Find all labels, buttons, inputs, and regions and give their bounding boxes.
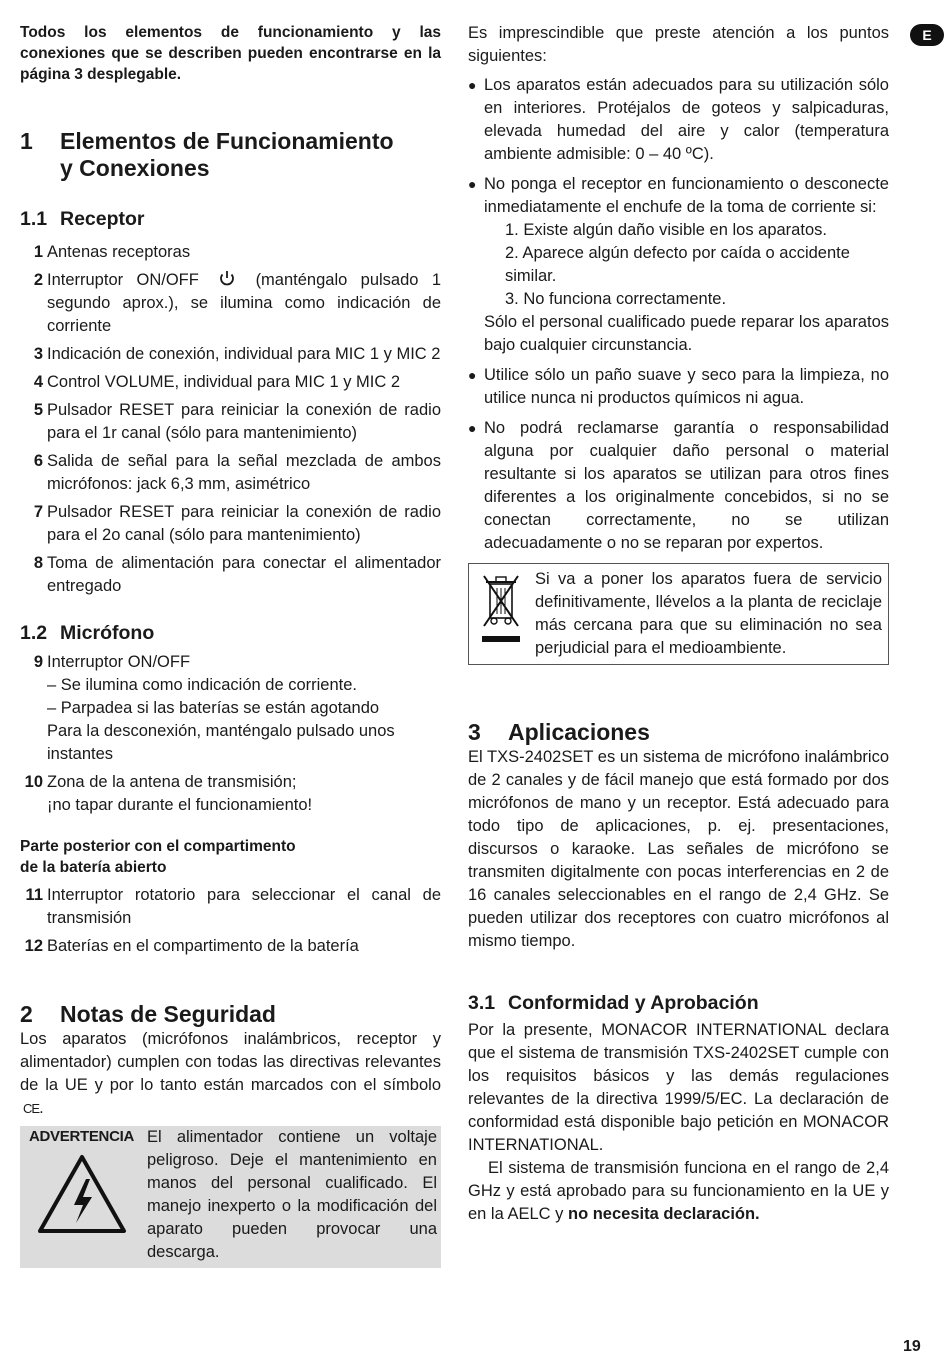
section-3-text: El TXS-2402SET es un sistema de micrófono inalámbrico de 2 canales y de fácil manejo que está formado por dos micrófonos de mano y un receptor. Está adecuado para todo tipo de aplicaciones, p. ej. presentaciones, discursos o karaoke. Las señales de micrófono se transmiten digitalmente con pocas interferencias en 2 de 16 canales seleccionables en el rango de 2,4 GHz. Se pueden utilizar dos receptores con cuatro micrófonos al mismo tiempo.	[468, 748, 889, 950]
list-item: ● Utilice sólo un paño suave y seco para la limpieza, no utilice nunca ni productos químicos ni agua.	[468, 364, 889, 410]
list-item: 9 Interruptor ON/OFF – Se ilumina como indicación de corriente. – Parpadea si las baterías se están agotando Para la desconexión, manténgalo pulsado unos instantes	[33, 653, 395, 763]
list-item: 3. No funciona correctamente.	[505, 290, 727, 308]
left-column	[20, 22, 441, 1268]
list-item: 8 Toma de alimentación para conectar el alimentador entregado	[33, 554, 441, 595]
bullet-icon: ●	[468, 367, 477, 383]
receptor-list	[20, 241, 441, 598]
list-item: 4 Control VOLUME, individual para MIC 1 y MIC 2	[33, 373, 401, 391]
bullet-icon: ●	[468, 420, 477, 436]
back-panel-list	[20, 884, 441, 958]
high-voltage-warning-icon	[36, 1153, 128, 1235]
list-item: 12 Baterías en el compartimento de la batería	[24, 937, 359, 955]
warning-text: El alimentador contiene un voltaje peligroso. Deje el mantenimiento en manos del personal cualificado. El manejo inexperto o la modificación del aparato pueden provocar una descarga.	[147, 1128, 437, 1261]
list-item: ● Los aparatos están adecuados para su utilización sólo en interiores. Protéjalos de goteos y salpicaduras, elevada humedad del aire y calor (temperatura ambiente admisible: 0 – 40 ºC).	[468, 74, 889, 166]
section-3-heading: 3 Aplicaciones	[468, 719, 650, 745]
conformity-paragraph: Por la presente, MONACOR INTERNATIONAL declara que el sistema de transmisión TXS-2402SET cumple con los requisitos básicos y las demás regulaciones relevantes de la directiva 1999/5/EC. La declaración de conformidad está disponible bajo petición en MONACOR INTERNATIONAL.	[468, 1021, 889, 1154]
warning-label: ADVERTENCIA	[28, 1128, 135, 1145]
list-item: 1 Antenas receptoras	[33, 243, 191, 261]
recycling-notice	[468, 563, 889, 665]
list-item: 3 Indicación de conexión, individual para MIC 1 y MIC 2	[33, 345, 441, 363]
language-badge: E	[910, 24, 944, 46]
back-panel-heading: Parte posterior con el compartimento de la batería abierto	[20, 838, 296, 876]
section-3-1-heading: 3.1 Conformidad y Aprobación	[468, 992, 759, 1014]
list-item: 10 Zona de la antena de transmisión; ¡no tapar durante el funcionamiento!	[24, 773, 313, 814]
list-item: 2. Aparece algún defecto por caída o accidente similar.	[505, 244, 850, 285]
recycling-text: Si va a poner los aparatos fuera de servicio definitivamente, llévelos a la planta de reciclaje más cercana para que su eliminación no sea perjudicial para el medioambiente.	[535, 570, 882, 657]
section-2-heading: 2 Notas de Seguridad	[20, 1001, 276, 1027]
list-item: ● No ponga el receptor en funcionamiento o desconecte inmediatamente el enchufe de la toma de corriente si:	[468, 173, 889, 219]
crossed-bin-icon	[478, 570, 524, 648]
list-item: 1. Existe algún daño visible en los aparatos.	[505, 221, 827, 239]
repair-note: Sólo el personal cualificado puede reparar los aparatos bajo cualquier circunstancia.	[484, 313, 889, 354]
page-number: 19	[903, 1338, 921, 1355]
list-item: 7 Pulsador RESET para reiniciar la conexión de radio para el 2o canal (sólo para mantenimiento)	[33, 503, 441, 544]
bullet-icon: ●	[468, 77, 477, 93]
approval-paragraph: El sistema de transmisión funciona en el rango de 2,4 GHz y está aprobado para su funcionamiento en la UE y en la AELC y no necesita declaración.	[468, 1159, 889, 1223]
section-1-1-heading: 1.1 Receptor	[20, 208, 145, 230]
section-1-2-heading: 1.2 Micrófono	[20, 622, 155, 644]
right-column	[468, 22, 889, 1226]
intro-note: Todos los elementos de funcionamiento y las conexiones que se describen pueden encontrarse en la página 3 desplegable.	[20, 24, 441, 83]
section-1-heading: 1 Elementos de Funcionamiento y Conexiones	[20, 128, 394, 181]
list-item: 6 Salida de señal para la señal mezclada de ambos micrófonos: jack 6,3 mm, asimétrico	[33, 452, 441, 493]
list-item: 2 Interruptor ON/OFF (manténgalo pulsado 1 segundo aprox.), se ilumina como indicación de corriente	[33, 271, 441, 335]
warning-box	[20, 1126, 441, 1268]
list-item: ● No podrá reclamarse garantía o responsabilidad alguna por cualquier daño personal o material resultante si los aparatos se utilizan para otros fines diferentes a los originalmente concebidos, si no se conectan correctamente, no se utilizan adecuadamente o no se reparan por expertos.	[468, 417, 889, 555]
ce-mark: CE	[23, 1101, 40, 1116]
attention-intro: Es imprescindible que preste atención a los puntos siguientes:	[468, 24, 889, 65]
list-item: 5 Pulsador RESET para reiniciar la conexión de radio para el 1r canal (sólo para mantenimiento)	[33, 401, 441, 442]
bullet-icon: ●	[468, 176, 477, 192]
power-icon	[216, 270, 238, 288]
microphone-list	[20, 651, 441, 817]
numbered-list	[468, 219, 889, 357]
list-item: 11 Interruptor rotatorio para seleccionar el canal de transmisión	[25, 886, 441, 927]
section-2-text: Los aparatos (micrófonos inalámbricos, receptor y alimentador) cumplen con todas las directivas relevantes de la UE y por lo tanto están marcados con el símbolo CE.	[20, 1030, 441, 1117]
